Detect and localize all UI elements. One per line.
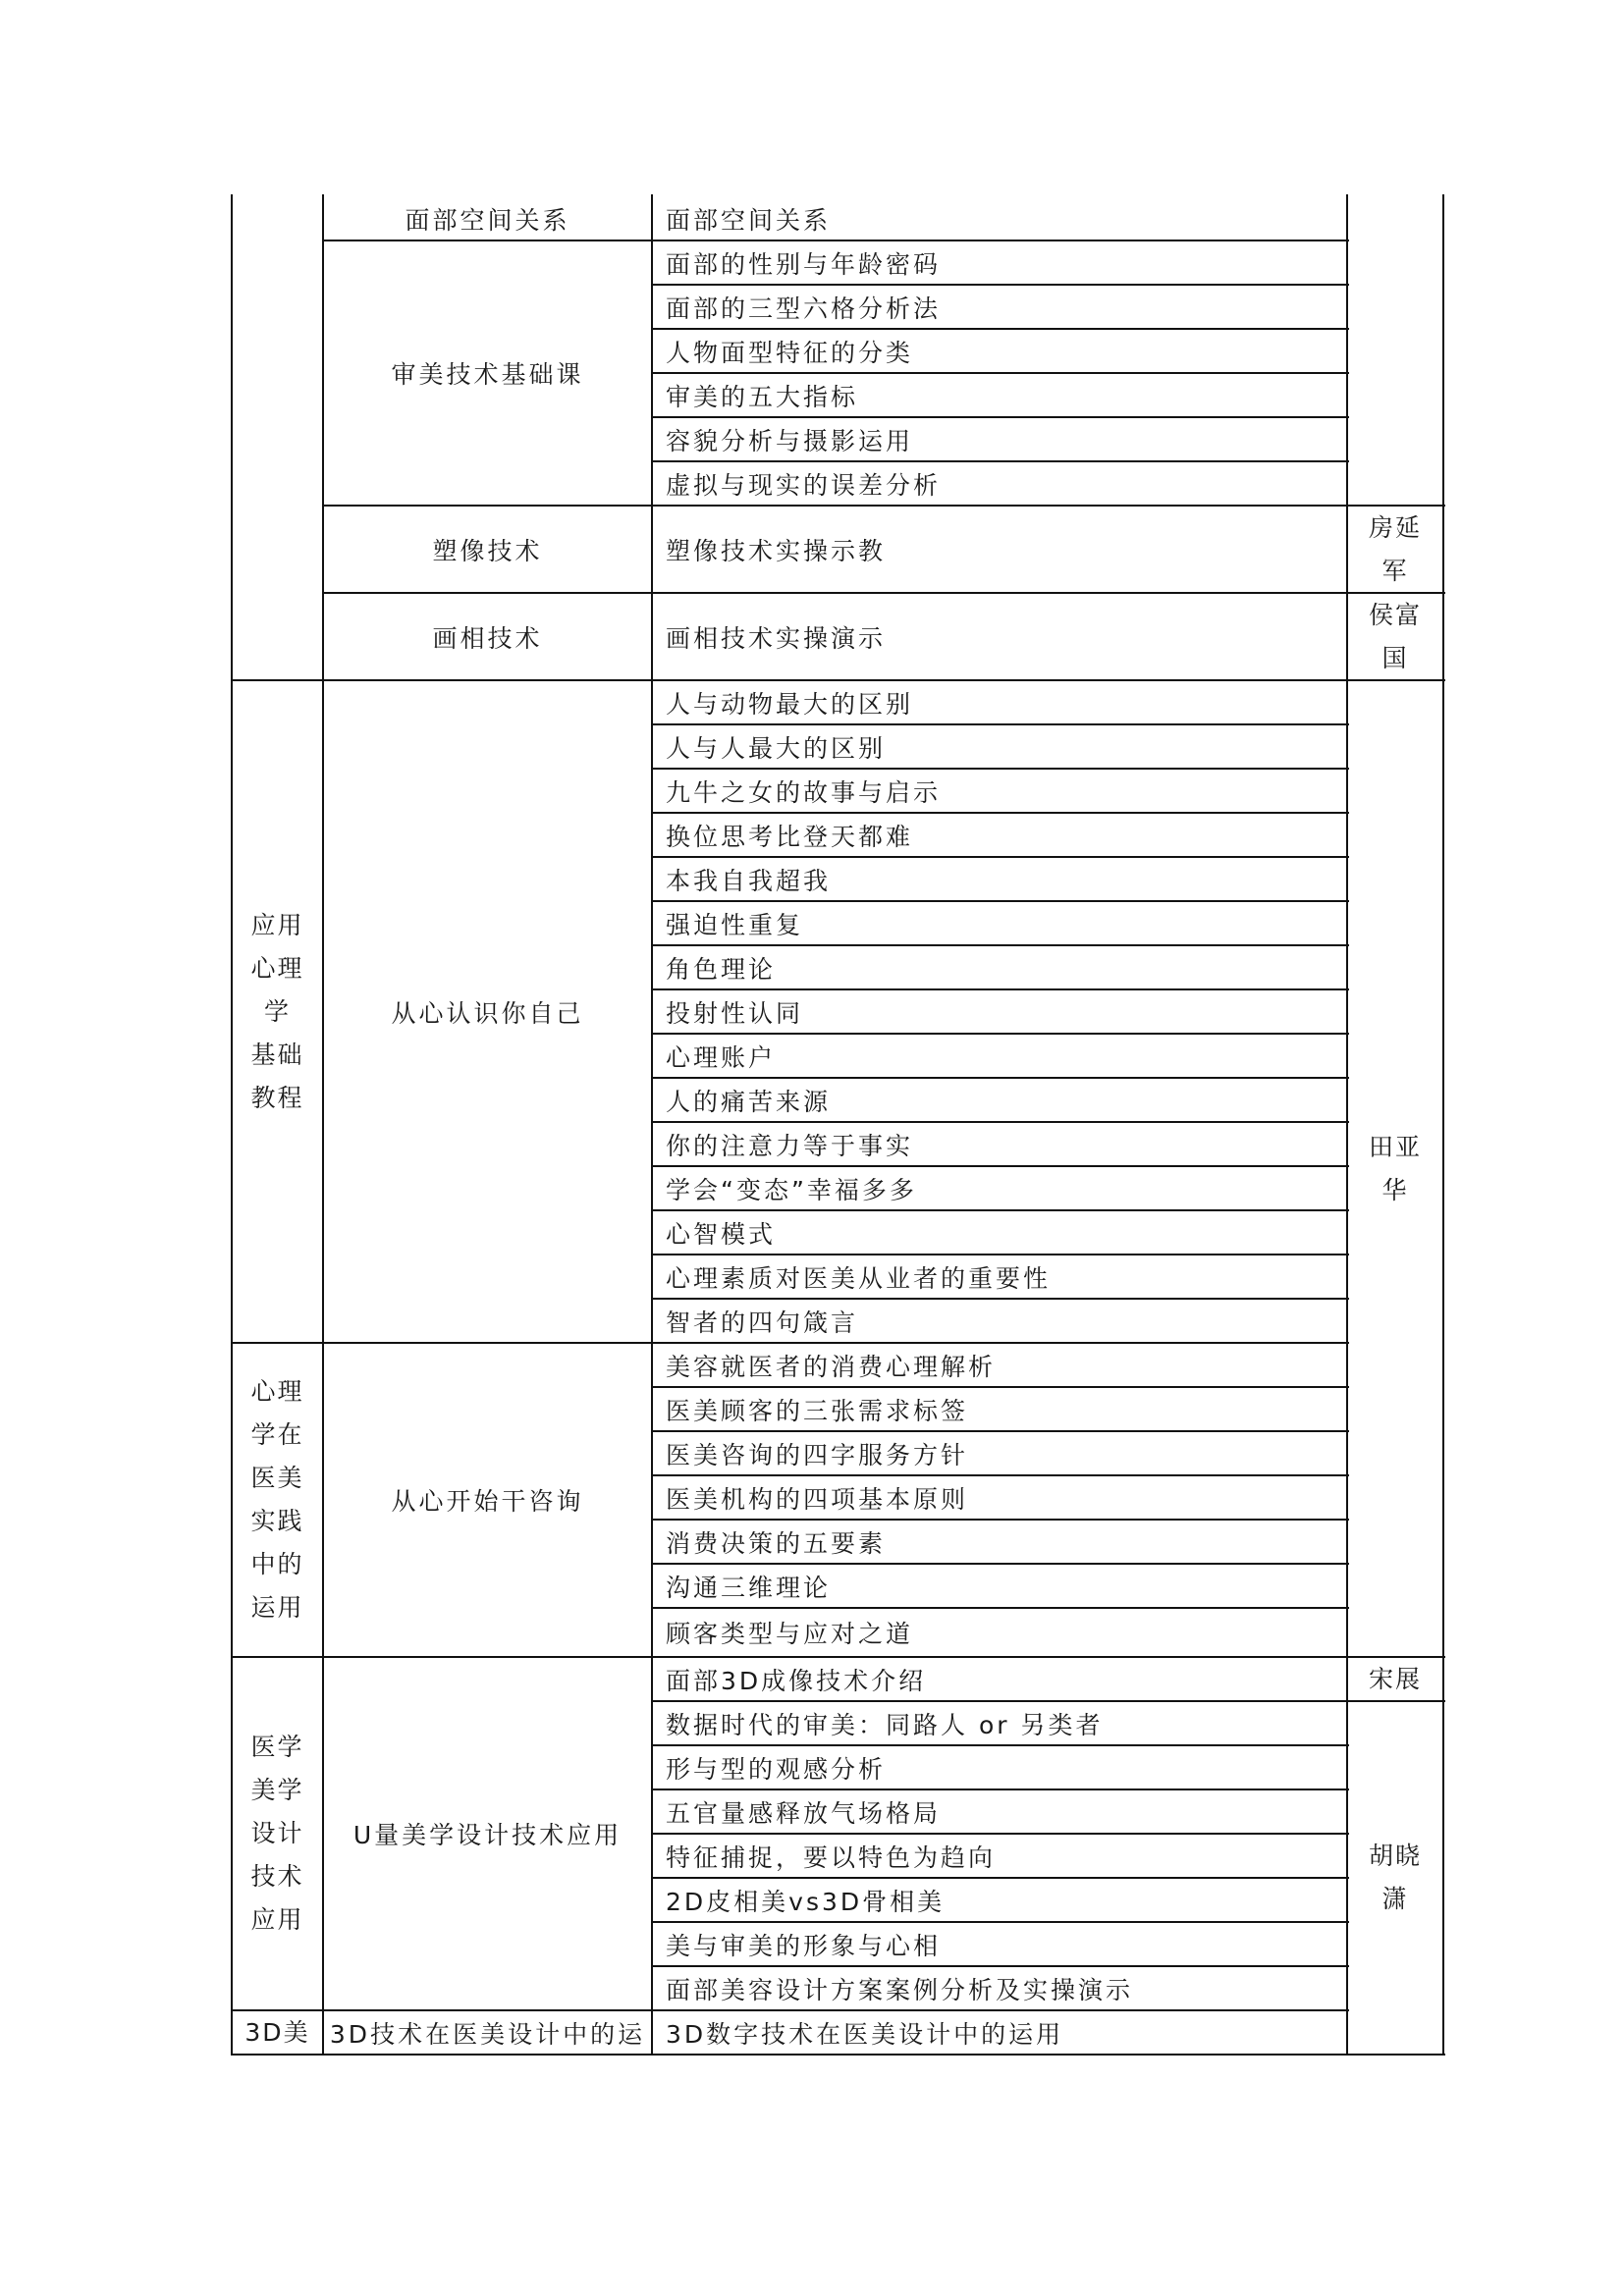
row-divider: [323, 505, 654, 507]
row-divider: [652, 1209, 1349, 1211]
row-divider: [652, 1789, 1349, 1790]
row-divider: [652, 240, 1349, 241]
row-divider: [652, 1033, 1349, 1035]
row-divider: [232, 679, 325, 681]
module-cell: 审美技术基础课: [391, 360, 584, 389]
lesson-cell: 智者的四句箴言: [666, 1308, 859, 1337]
lesson-cell: 面部的三型六格分析法: [666, 294, 942, 323]
row-divider: [652, 1833, 1349, 1835]
lesson-cell: 容貌分析与摄影运用: [666, 426, 914, 455]
row-divider: [1347, 679, 1445, 681]
lesson-cell: 审美的五大指标: [666, 382, 859, 411]
row-divider: [652, 1430, 1349, 1432]
row-divider: [652, 1744, 1349, 1746]
row-divider: [652, 372, 1349, 374]
lesson-cell: 美容就医者的消费心理解析: [666, 1352, 997, 1381]
column-divider-3: [1346, 194, 1348, 2056]
row-divider: [652, 1254, 1349, 1255]
lesson-cell: 2D皮相美vs3D骨相美: [666, 1887, 946, 1916]
lesson-cell: 面部空间关系: [666, 205, 832, 235]
row-divider: [652, 988, 1349, 990]
teacher-cell: [1347, 196, 1443, 506]
lesson-cell: 人与动物最大的区别: [666, 689, 914, 719]
lesson-cell: 形与型的观感分析: [666, 1754, 887, 1784]
row-divider: [323, 240, 654, 241]
column-divider-2: [651, 194, 653, 2056]
course-cell: [232, 196, 323, 680]
row-divider: [652, 856, 1349, 858]
row-divider: [652, 812, 1349, 814]
lesson-cell: 学会“变态”幸福多多: [666, 1175, 917, 1204]
lesson-cell: 心理账户: [666, 1042, 777, 1072]
row-divider: [652, 768, 1349, 770]
teacher-cell: 宋展: [1368, 1664, 1422, 1693]
row-divider: [652, 416, 1349, 418]
lesson-cell: 医美咨询的四字服务方针: [666, 1440, 969, 1469]
lesson-cell: 你的注意力等于事实: [666, 1131, 914, 1160]
row-divider: [1347, 1700, 1445, 1702]
row-divider: [652, 1342, 1349, 1344]
row-divider: [652, 1077, 1349, 1079]
row-divider: [652, 1165, 1349, 1167]
lesson-cell: 3D数字技术在医美设计中的运用: [666, 2019, 1064, 2049]
row-divider: [652, 944, 1349, 946]
row-divider: [652, 1656, 1349, 1658]
lesson-cell: 塑像技术实操示教: [666, 536, 887, 565]
lesson-cell: 本我自我超我: [666, 866, 832, 895]
module-cell: 画相技术: [432, 623, 543, 653]
lesson-cell: 面部美容设计方案案例分析及实操演示: [666, 1975, 1134, 2004]
lesson-cell: 医美顾客的三张需求标签: [666, 1396, 969, 1425]
row-divider: [323, 679, 654, 681]
lesson-cell: 换位思考比登天都难: [666, 822, 914, 851]
row-divider: [652, 328, 1349, 330]
row-divider: [652, 1700, 1349, 1702]
teacher-cell: 房延 军: [1368, 512, 1422, 585]
lesson-cell: 面部的性别与年龄密码: [666, 249, 942, 279]
lesson-cell: 顾客类型与应对之道: [666, 1620, 914, 1648]
teacher-cell: 胡晓 潇: [1368, 1842, 1422, 1913]
row-divider: [652, 1563, 1349, 1565]
row-divider: [652, 1519, 1349, 1521]
lesson-cell: 特征捕捉，要以特色为趋向: [666, 1842, 997, 1872]
row-divider: [652, 1298, 1349, 1300]
lesson-cell: 虚拟与现实的误差分析: [666, 470, 942, 500]
row-divider: [652, 505, 1349, 507]
lesson-cell: 医美机构的四项基本原则: [666, 1484, 969, 1514]
column-divider-0: [231, 194, 233, 2056]
lesson-cell: 人物面型特征的分类: [666, 338, 914, 367]
teacher-cell: 田亚 华: [1368, 1132, 1422, 1204]
lesson-cell: 消费决策的五要素: [666, 1528, 887, 1558]
row-divider: [652, 1474, 1349, 1476]
row-divider: [652, 1607, 1349, 1609]
lesson-cell: 角色理论: [666, 954, 777, 984]
course-cell: 3D美: [244, 2017, 310, 2047]
teacher-cell: 侯富 国: [1368, 600, 1422, 672]
row-divider: [652, 1386, 1349, 1388]
course-cell: 医学 美学 设计 技术 应用: [250, 1733, 304, 1934]
lesson-cell: 九牛之女的故事与启示: [666, 777, 942, 807]
lesson-cell: 面部3D成像技术介绍: [666, 1666, 927, 1695]
row-divider: [232, 1342, 325, 1344]
lesson-cell: 人与人最大的区别: [666, 733, 887, 763]
table-bottom-border: [232, 2054, 1445, 2056]
row-divider: [323, 2009, 654, 2011]
row-divider: [1347, 1656, 1445, 1658]
row-divider: [1347, 592, 1445, 594]
course-cell: 应用 心理 学 基础 教程: [250, 910, 304, 1112]
module-cell: 3D技术在医美设计中的运: [329, 2019, 646, 2049]
row-divider: [652, 1965, 1349, 1967]
row-divider: [652, 900, 1349, 902]
lesson-cell: 五官量感释放气场格局: [666, 1798, 942, 1828]
row-divider: [652, 1121, 1349, 1123]
module-cell: U量美学设计技术应用: [352, 1821, 623, 1849]
lesson-cell: 人的痛苦来源: [666, 1087, 832, 1116]
row-divider: [652, 723, 1349, 725]
module-cell: 从心开始干咨询: [391, 1487, 584, 1516]
row-divider: [652, 460, 1349, 462]
row-divider: [323, 1342, 654, 1344]
lesson-cell: 数据时代的审美：同路人 or 另类者: [666, 1710, 1104, 1739]
row-divider: [1347, 505, 1445, 507]
lesson-cell: 画相技术实操演示: [666, 623, 887, 653]
row-divider: [232, 1656, 325, 1658]
row-divider: [652, 592, 1349, 594]
course-cell: 心理 学在 医美 实践 中的 运用: [250, 1377, 304, 1622]
row-divider: [652, 284, 1349, 286]
row-divider: [652, 2009, 1349, 2011]
lesson-cell: 美与审美的形象与心相: [666, 1931, 942, 1960]
column-divider-4: [1442, 194, 1444, 2056]
lesson-cell: 投射性认同: [666, 998, 804, 1028]
row-divider: [652, 679, 1349, 681]
module-cell: 面部空间关系: [405, 205, 570, 235]
lesson-cell: 强迫性重复: [666, 910, 804, 939]
module-cell: 从心认识你自己: [391, 998, 584, 1028]
lesson-cell: 沟通三维理论: [666, 1573, 832, 1602]
lesson-cell: 心智模式: [666, 1219, 777, 1249]
row-divider: [652, 1921, 1349, 1923]
column-divider-1: [322, 194, 324, 2056]
module-cell: 塑像技术: [432, 536, 543, 565]
row-divider: [232, 2009, 325, 2011]
lesson-cell: 心理素质对医美从业者的重要性: [666, 1263, 1052, 1293]
row-divider: [652, 1877, 1349, 1879]
row-divider: [323, 592, 654, 594]
row-divider: [323, 1656, 654, 1658]
